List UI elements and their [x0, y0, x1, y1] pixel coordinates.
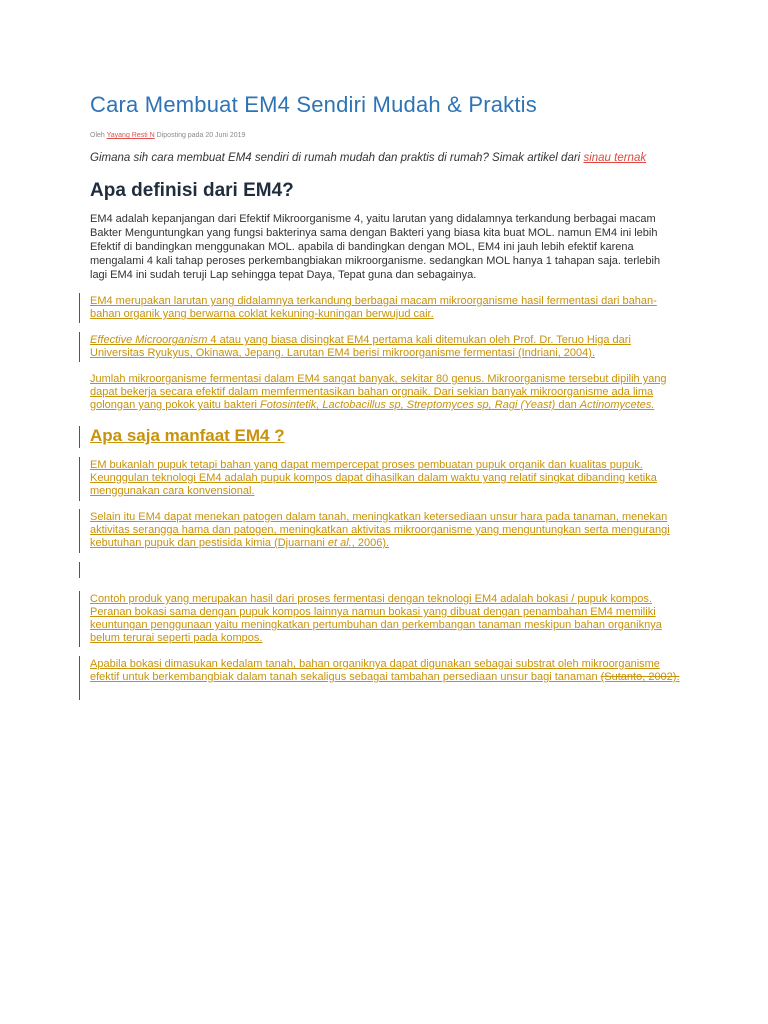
tracked-paragraph	[90, 373, 680, 412]
tracked-paragraph	[90, 658, 680, 684]
article-title: Cara Membuat EM4 Sendiri Mudah & Praktis	[90, 92, 537, 117]
tracked-paragraph	[90, 459, 680, 498]
paragraph-text: Contoh produk yang merupakan hasil dari proses fermentasi dengan teknologi EM4 adalah bokasi / pupuk kompos. Peranan bokasi sama dengan pupuk kompos lainnya namun bokasi yang dibuat dengan penambahan EM4 memiliki keuntungan penggunaan yaitu meningkatkan pertumbuhan dan perkembangan tanaman meskipun bahan organiknya belum terurai seperti pada kompos.	[90, 593, 662, 644]
paragraph-text: , 2006).	[351, 537, 390, 549]
change-bar	[79, 656, 80, 700]
change-bar	[79, 332, 80, 362]
paragraph-text: Jumlah mikroorganisme fermentasi dalam EM4 sangat banyak, sekitar 80 genus. Mikroorganisme tersebut dipilih yang dapat bekerja secara efektif dalam memfermentasikan bahan orgnaik. Dari sekian banyak mikroorganisme ada lima golongan yang pokok yaitu bakteri	[90, 373, 667, 411]
post-meta	[90, 132, 680, 139]
tracked-paragraph	[90, 334, 680, 360]
change-bar	[79, 509, 80, 553]
change-bar	[79, 591, 80, 647]
tracked-paragraph	[90, 295, 680, 321]
section-heading-benefits	[90, 426, 680, 446]
paragraph-text: Apabila bokasi dimasukan kedalam tanah, bahan organiknya dapat digunakan sebagai substrat oleh mikroorganisme efektif untuk berkembangbiak dalam tanah sekaligus sebagai tambahan persediaan unsur bagi tanaman	[90, 658, 660, 683]
change-bar	[79, 426, 80, 448]
paragraph-italic: et al.	[327, 537, 352, 549]
heading-text: Apa saja manfaat EM4 ?	[90, 426, 285, 445]
paragraph-text: EM4 merupakan larutan yang didalamnya terkandung berbagai macam mikroorganisme hasil fermentasi dari bahan-bahan organik yang berwarna coklat kekuning-kuningan berwujud cair.	[90, 295, 657, 320]
sinau-ternak-link[interactable]: sinau ternak	[583, 152, 647, 164]
tracked-paragraph	[90, 593, 680, 645]
lead-text: Gimana sih cara membuat EM4 sendiri di rumah mudah dan praktis di rumah? Simak artikel dari	[90, 152, 584, 164]
deleted-citation: (Sutanto, 2002).	[600, 671, 680, 683]
paragraph-italic: Effective Microorganism	[90, 334, 208, 346]
paragraph-text: EM bukanlah pupuk tetapi bahan yang dapat mempercepat proses pembuatan pupuk organik dan kualitas pupuk. Keunggulan teknologi EM4 adalah pupuk kompos dapat dihasilkan dalam waktu yang relatif singkat dibanding ketika menggunakan cara konvensional.	[90, 459, 657, 497]
empty-tracked-line	[90, 562, 680, 580]
change-bar	[79, 293, 80, 323]
lead-paragraph	[90, 151, 680, 166]
author-link[interactable]: Yayang Resti N	[106, 132, 155, 139]
meta-prefix: Oleh	[90, 132, 107, 139]
meta-date: Diposting pada 20 Juni 2019	[154, 132, 246, 139]
section-heading-definition: Apa definisi dari EM4?	[90, 180, 294, 201]
paragraph-text: dan	[555, 399, 580, 411]
paragraph-italic: Actinomycetes.	[579, 399, 655, 411]
paragraph-text: 4 atau yang biasa disingkat EM4 pertama kali ditemukan oleh Prof. Dr. Teruo Higa dari Universitas Ryukyus, Okinawa, Jepang. Larutan EM4 berisi mikroorganisme fermentasi (Indriani, 2004).	[90, 334, 631, 359]
tracked-paragraph	[90, 511, 680, 550]
paragraph-italic: Fotosintetik, Lactobacillus sp, Streptomyces sp, Ragi (Yeast)	[260, 399, 556, 411]
change-bar	[79, 457, 80, 501]
paragraph-text: Selain itu EM4 dapat menekan patogen dalam tanah, meningkatkan ketersediaan unsur hara pada tanaman, menekan aktivitas serangga hama dan patogen, meningkatkan aktivitas mikroorganisme yang menguntungkan serta mengurangi kebutuhan pupuk dan pestisida kimia (Djuarnani	[90, 511, 670, 549]
change-bar	[79, 562, 80, 578]
intro-paragraph: EM4 adalah kepanjangan dari Efektif Mikroorganisme 4, yaitu larutan yang didalamnya terkandung berbagai macam Bakter Menguntungkan yang fungsi bakterinya sama dengan Bakteri yang biasa kita buat MOL. namun EM4 ini lebih Efektif di bandingkan menggunakan MOL. apabila di bandingkan dengan MOL, EM4 ini jauh lebih efektif karena mengalami 4 kali tahap peroses perkembangbiakan mikroorganisme. sedangkan MOL hanya 1 tahapan saja. terlebih lagi EM4 ini sudah teruji Lap sehingga tepat Daya, Tepat guna dan sebagainya.	[90, 213, 661, 281]
